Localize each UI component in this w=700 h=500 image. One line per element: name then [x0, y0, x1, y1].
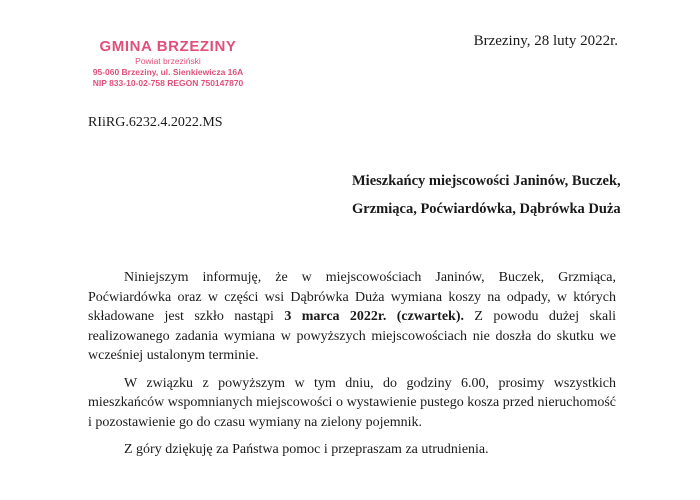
office-stamp: [88, 38, 248, 89]
paragraph-1-start: Niniejszym informuję, że w miejscowościach Janinów, Buczek, Grzmiąca, Poćwiardówka oraz w części wsi Dąbrówka Duża wymiana koszy na odpady, w których składowane jest szkło nastąpi: [88, 270, 616, 324]
paragraph-2: W związku z powyższym w tym dniu, do godziny 6.00, prosimy wszystkich mieszkańców wspomnianych miejscowości o wystawienie pustego kosza przed nieruchomość i pozostawienie go do czasu wymiany na zielony pojemnik.: [88, 375, 616, 430]
stamp-subtitle: Powiat brzeziński: [135, 56, 201, 66]
recipient-line-2: Grzmiąca, Poćwiardówka, Dąbrówka Duża: [352, 201, 621, 217]
paragraph-3: Z góry dziękuję za Państwa pomoc i przepraszam za utrudnienia.: [124, 442, 489, 457]
stamp-address: 95-060 Brzeziny, ul. Sienkiewicza 16A: [92, 67, 244, 77]
recipient-block: [352, 167, 621, 223]
stamp-ids: NIP 833-10-02-758 REGON 750147870: [92, 78, 244, 88]
stamp-title: GMINA BRZEZINY: [99, 38, 237, 55]
letter-date: Brzeziny, 28 luty 2022r.: [473, 33, 618, 49]
letter-body: [88, 268, 616, 460]
reference-number: RIiRG.6232.4.2022.MS: [88, 115, 223, 130]
paragraph-1: [88, 268, 616, 366]
paragraph-1-end: Z powodu dużej skali realizowanego zadania wymiana w powyższych miejscowościach nie doszła do skutku we wcześniej ustalonym terminie.: [88, 309, 616, 363]
recipient-line-1: Mieszkańcy miejscowości Janinów, Buczek,: [352, 173, 621, 189]
paragraph-1-date: 3 marca 2022r. (czwartek).: [284, 309, 464, 324]
